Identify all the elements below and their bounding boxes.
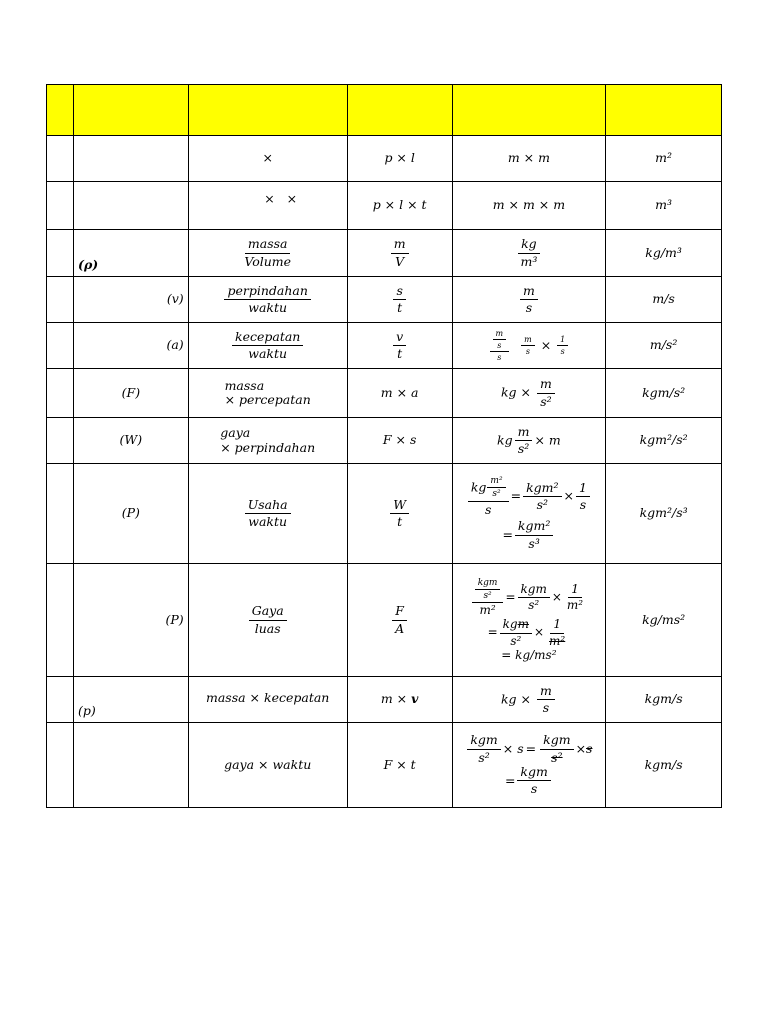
times-sign: × — [540, 337, 552, 352]
unit-cell: kgm/s — [606, 677, 722, 723]
derivation-nested-fraction: $\frac{\frac{\text{kgm}}{\text{s²}}}{\text{m²}}$ — [472, 578, 504, 618]
derivation-line-1 — [457, 578, 602, 618]
table-header-row — [47, 85, 722, 136]
times-sign: × — [533, 625, 545, 640]
table-row — [47, 723, 722, 808]
quantity-name-cell: (a) — [74, 323, 189, 369]
symbol-vector: v — [411, 691, 419, 707]
formula-cell — [188, 230, 347, 277]
derivation-fraction: $\frac{m}{s}$ — [521, 335, 535, 356]
derivation-fraction: $\frac{\text{kgm²}}{\text{s³}}$ — [515, 519, 553, 551]
quantity-name-cell — [74, 723, 189, 808]
unit-derivation-cell: m × m × m — [452, 182, 606, 230]
derivation-line-2 — [457, 618, 602, 649]
table-row — [47, 564, 722, 677]
equals-sign: = — [525, 740, 537, 756]
row-number-cell — [47, 369, 74, 418]
derivation-line-2 — [457, 519, 602, 551]
formula-fraction: $\frac{\text{perpindahan}}{\text{waktu}}$ — [224, 284, 310, 316]
derivation-fraction: $\frac{1}{s}$ — [557, 335, 568, 356]
equals-sign: = — [505, 589, 516, 604]
quantity-name-cell: (W) — [74, 418, 189, 464]
quantity-name-cell: (p) — [74, 677, 189, 723]
symbol-formula-cell: p × l × t — [347, 182, 452, 230]
unit-derivation-cell — [452, 464, 606, 564]
derivation-fraction: $\frac{1}{s}$ — [576, 481, 590, 513]
times-sign: × — [563, 488, 574, 504]
table-row — [47, 369, 722, 418]
symbol-fraction: $\frac{s}{t}$ — [393, 284, 405, 316]
table-row — [47, 323, 722, 369]
formula-cell — [188, 323, 347, 369]
unit-derivation-cell — [452, 723, 606, 808]
formula-cell: gaya × waktu — [188, 723, 347, 808]
symbol-formula-cell — [347, 564, 452, 677]
header-cell-formula — [188, 85, 347, 136]
table-row — [47, 230, 722, 277]
quantity-name-cell — [74, 136, 189, 182]
derivation-part: × s — [502, 740, 524, 756]
unit-derivation-cell: m × m — [452, 136, 606, 182]
table-row — [47, 464, 722, 564]
symbol-fraction: $\frac{F}{A}$ — [392, 604, 407, 636]
derivation-suffix: × m — [534, 432, 561, 447]
unit-derivation-cell — [452, 677, 606, 723]
derivation-fraction: $\frac{kg}{\text{m³}}$ — [517, 237, 540, 269]
derivation-fraction: $\frac{\text{kgm²}}{\text{s²}}$ — [523, 481, 561, 513]
derivation-fraction: $\frac{\text{kgm}}{\text{s²}}$ — [540, 733, 573, 765]
derivation-fraction: $\frac{1}{\text{m²}}$ — [566, 581, 584, 613]
row-number-cell — [47, 464, 74, 564]
symbol-formula-cell — [347, 277, 452, 323]
symbol-formula-cell — [347, 230, 452, 277]
symbol-formula-cell: F × t — [347, 723, 452, 808]
derivation-line-1 — [457, 476, 602, 517]
table-row — [47, 182, 722, 230]
row-number-cell — [47, 723, 74, 808]
derivation-fraction: $\frac{m}{s}$ — [520, 284, 538, 316]
table-row — [47, 418, 722, 464]
derivation-line-1 — [457, 733, 602, 765]
formula-text: × × — [264, 191, 298, 206]
table-row — [47, 677, 722, 723]
quantity-name-cell — [74, 182, 189, 230]
unit-derivation-cell — [452, 418, 606, 464]
equals-sign: = — [502, 526, 513, 542]
struck-term: s — [586, 740, 593, 756]
derivation-line-2 — [457, 765, 602, 797]
formula-cell — [188, 564, 347, 677]
derivation-prefix: kg × — [500, 384, 531, 400]
formula-two-line: gaya × perpindahan — [220, 425, 316, 455]
row-number-cell — [47, 564, 74, 677]
header-cell-unit — [606, 85, 722, 136]
formula-fraction: $\frac{\text{kecepatan}}{\text{waktu}}$ — [232, 330, 303, 362]
header-cell-quantity — [74, 85, 189, 136]
symbol-formula-cell: F × s — [347, 418, 452, 464]
symbol-part: m × — [380, 691, 408, 707]
table-row — [47, 136, 722, 182]
derivation-line-3 — [457, 649, 602, 663]
unit-cell: kg/ms² — [606, 564, 722, 677]
symbol-fraction: $\frac{W}{t}$ — [390, 498, 409, 530]
formula-fraction: $\frac{\text{massa}}{\text{Volume}}$ — [244, 236, 292, 269]
row-number-cell — [47, 418, 74, 464]
derivation-fraction: $\frac{m}{s}$ — [537, 684, 555, 716]
unit-derivation-cell — [452, 277, 606, 323]
derivation-nested-fraction: kg $\frac{\text{m²}}{\text{s²}}$ s — [468, 476, 509, 517]
header-cell-symbol — [347, 85, 452, 136]
formula-cell: × — [188, 136, 347, 182]
equals-sign: = — [487, 625, 498, 640]
units-table — [46, 84, 722, 808]
row-number-cell — [47, 230, 74, 277]
row-number-cell — [47, 277, 74, 323]
unit-cell: m/s — [606, 277, 722, 323]
times-sign: × — [575, 740, 587, 756]
unit-cell: kgm/s² — [606, 369, 722, 418]
unit-cell: kg/m³ — [606, 230, 722, 277]
formula-cell — [188, 418, 347, 464]
symbol-formula-cell: m × a — [347, 369, 452, 418]
unit-derivation-cell — [452, 369, 606, 418]
symbol-formula-cell — [347, 323, 452, 369]
symbol-fraction: $\frac{v}{t}$ — [393, 330, 406, 362]
times-sign: × — [551, 589, 562, 604]
formula-cell: massa × kecepatan — [188, 677, 347, 723]
quantity-name-cell: (v) — [74, 277, 189, 323]
derivation-nested-fraction: $\frac{\frac{m}{s}}{s}$ — [490, 329, 510, 363]
derivation-fraction: $\frac{\text{kgm}}{\text{s²}}$ — [467, 733, 500, 765]
unit-cell: kgm²/s² — [606, 418, 722, 464]
formula-cell — [188, 182, 347, 230]
derivation-fraction: $\frac{m}{\text{s²}}$ — [537, 377, 555, 409]
unit-cell: m/s² — [606, 323, 722, 369]
symbol-formula-cell: p × l — [347, 136, 452, 182]
unit-derivation-cell — [452, 564, 606, 677]
formula-fraction: $\frac{\text{Gaya}}{\text{luas}}$ — [249, 604, 287, 636]
row-number-cell — [47, 182, 74, 230]
formula-cell — [188, 369, 347, 418]
unit-cell: kgm²/s³ — [606, 464, 722, 564]
header-cell-no — [47, 85, 74, 136]
quantity-name-cell: (F) — [74, 369, 189, 418]
formula-cell — [188, 464, 347, 564]
table-row — [47, 277, 722, 323]
unit-cell: kgm/s — [606, 723, 722, 808]
row-number-cell — [47, 323, 74, 369]
derivation-fraction: $\frac{\text{kgm}}{\text{s²}}$ — [500, 618, 532, 649]
derivation-prefix: kg × — [500, 691, 531, 706]
equals-sign: = — [504, 772, 516, 788]
derivation-fraction: $\frac{\text{kgm}}{\text{s²}}$ — [518, 583, 550, 614]
unit-cell: m³ — [606, 182, 722, 230]
quantity-name-cell: (P) — [74, 564, 189, 677]
unit-derivation-cell — [452, 323, 606, 369]
symbol-formula-cell — [347, 677, 452, 723]
derivation-fraction: $\frac{m}{\text{s²}}$ — [515, 425, 533, 457]
formula-cell — [188, 277, 347, 323]
header-cell-derivation — [452, 85, 606, 136]
derivation-result: = kg/ms² — [501, 647, 557, 662]
formula-two-line: massa × percepatan — [224, 377, 311, 407]
symbol-formula-cell — [347, 464, 452, 564]
unit-cell: m² — [606, 136, 722, 182]
quantity-name-cell: (ρ) — [74, 230, 189, 277]
equals-sign: = — [510, 488, 522, 504]
row-number-cell — [47, 677, 74, 723]
derivation-fraction: $\frac{1}{\text{m²}}$ — [549, 617, 566, 648]
symbol-fraction: $\frac{m}{V}$ — [391, 237, 409, 269]
unit-derivation-cell — [452, 230, 606, 277]
quantity-name-cell: (P) — [74, 464, 189, 564]
derivation-prefix: kg — [497, 432, 513, 447]
formula-fraction: $\frac{\text{Usaha}}{\text{waktu}}$ — [245, 498, 291, 530]
row-number-cell — [47, 136, 74, 182]
derivation-fraction: $\frac{\text{kgm}}{s}$ — [517, 765, 550, 797]
